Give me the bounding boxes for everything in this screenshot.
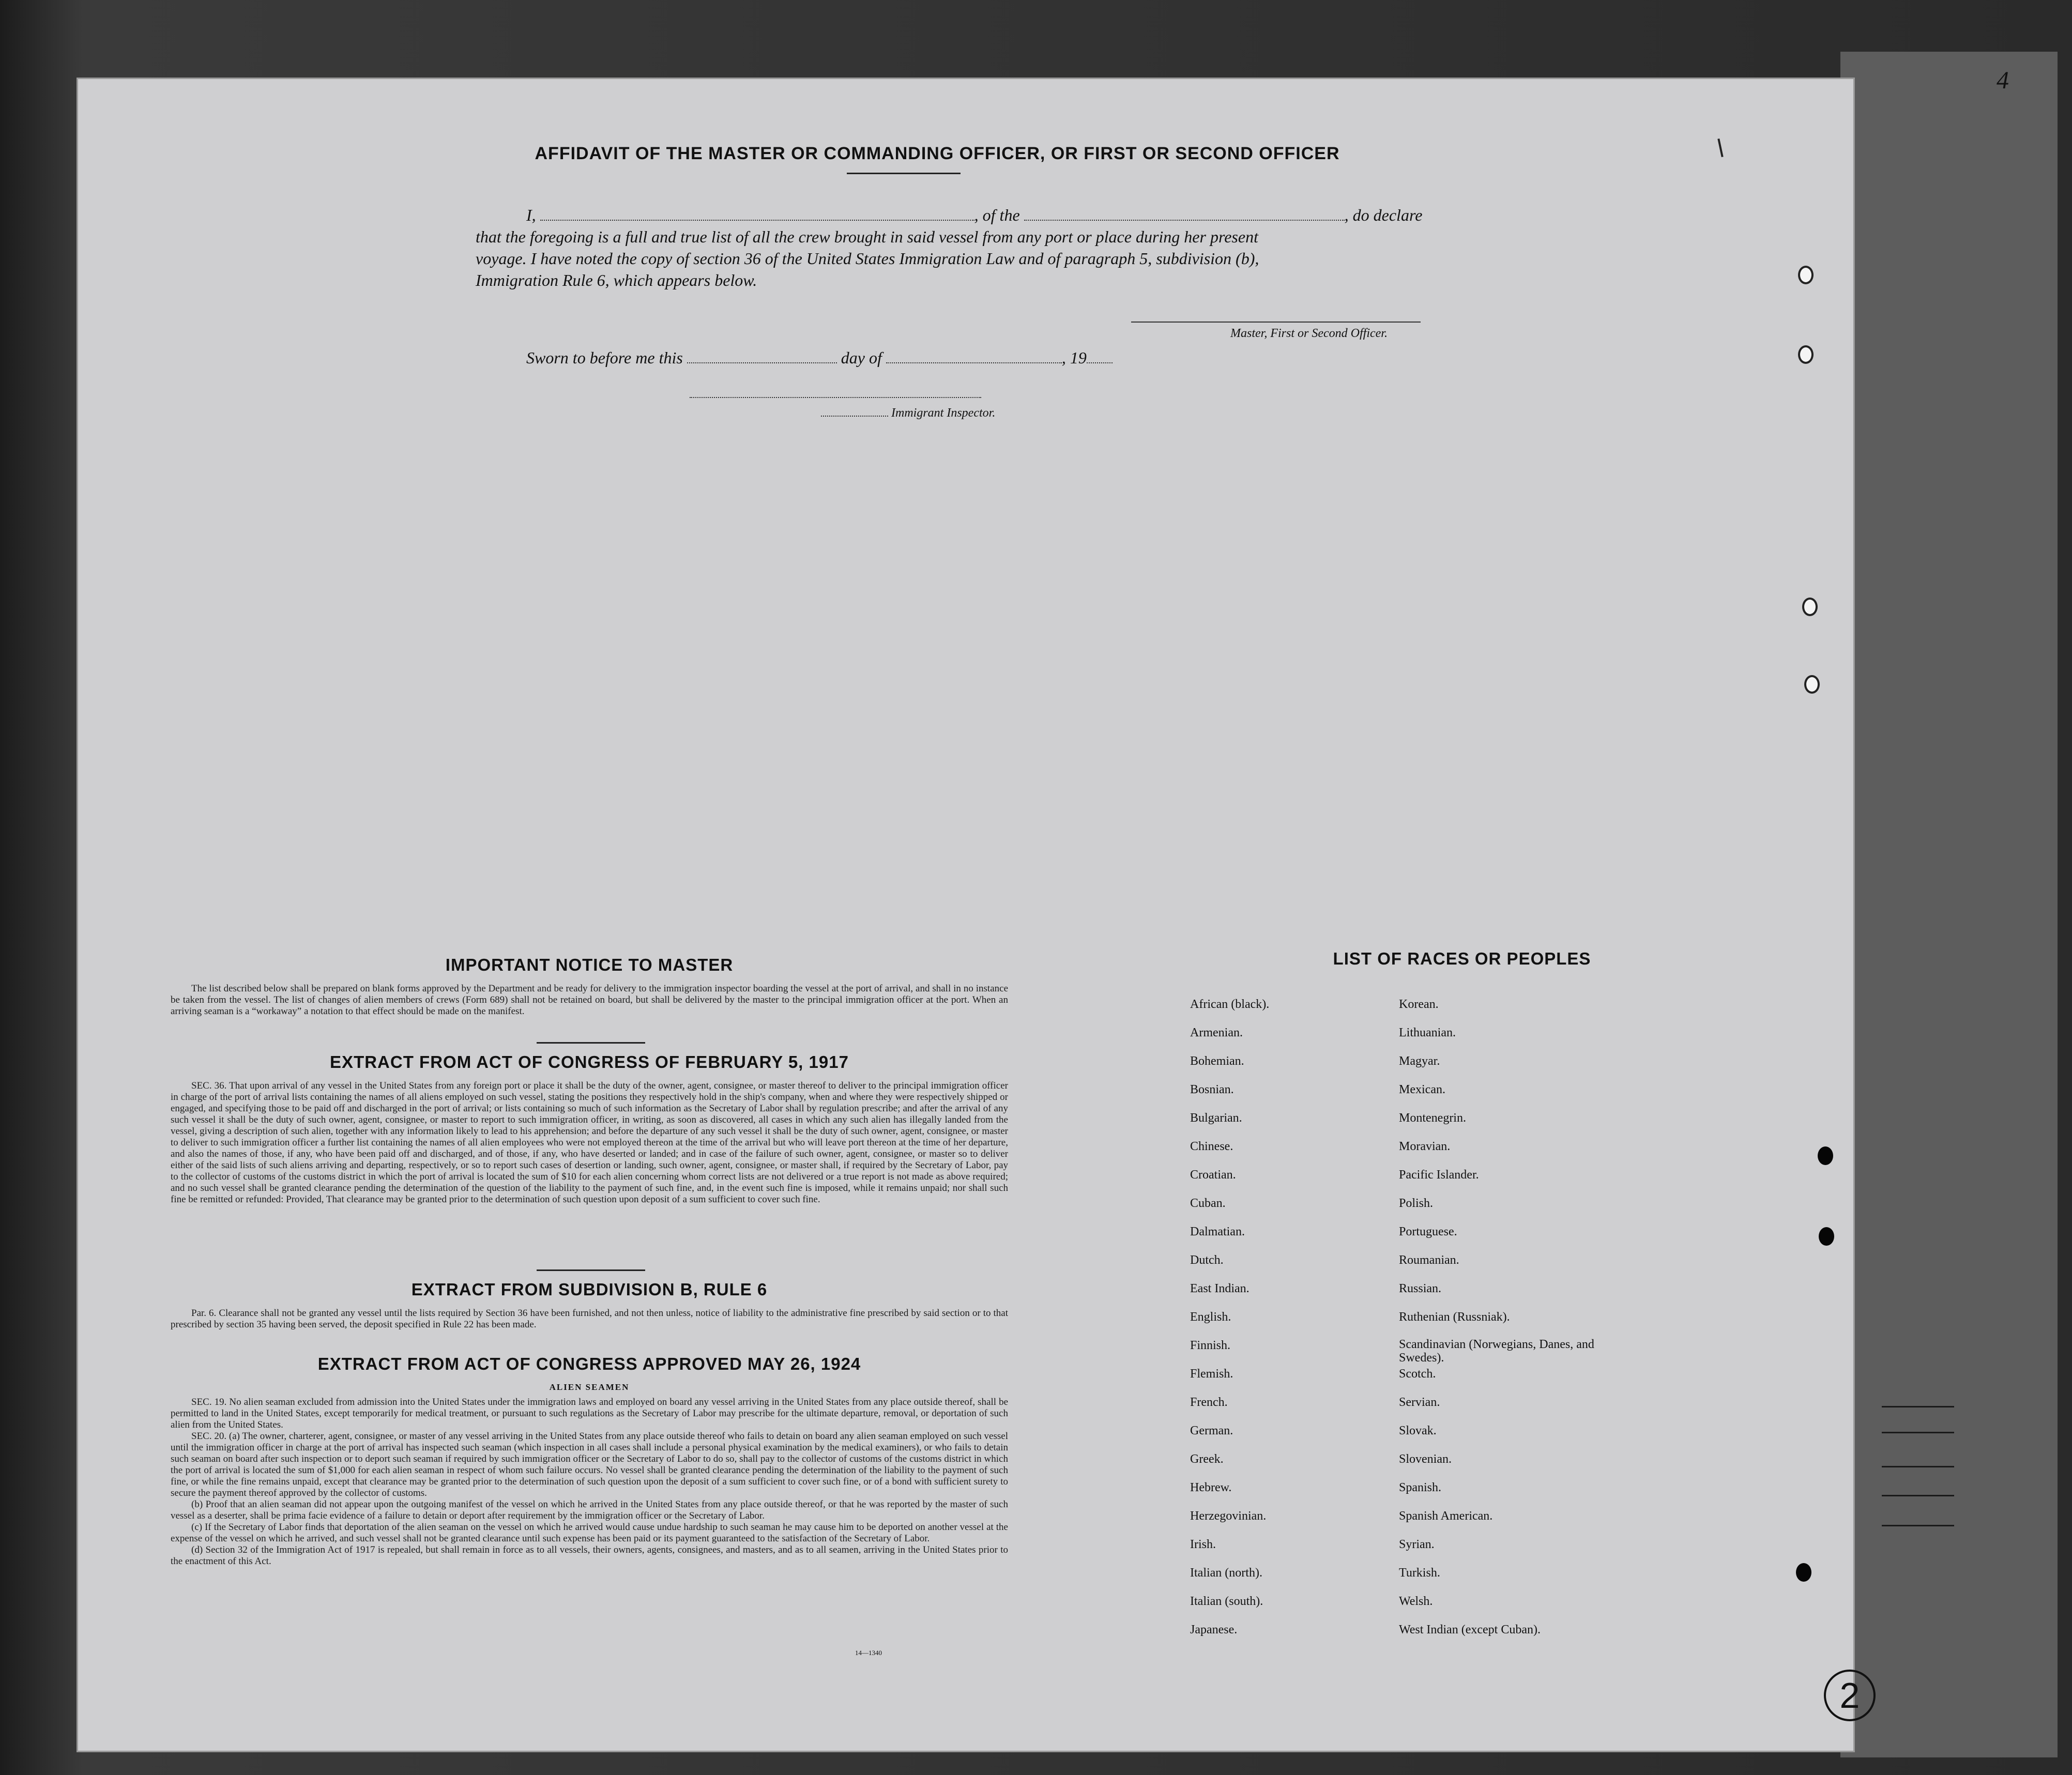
year-prefix: , 19 <box>1061 348 1087 367</box>
binder-hole <box>1798 266 1814 284</box>
sworn-year-field[interactable] <box>1087 349 1113 363</box>
section-20a-paragraph: SEC. 20. (a) The owner, charterer, agent, consignee, or master of any vessel arriving in the United States from any place outside thereof who fails to detain on board any alien seaman employed on such vessel until the immigration officer in charge at the port of arrival has inspected such seaman (which inspection in all cases shall include a personal physical examination by the medical examiners), or who fails to detain such seaman on board after such inspection or to deport such seaman if required by such immigration officer or the Secretary of Labor to do so, shall pay to the collector of customs of the customs district in which the port of arrival is located the sum of $1,000 for each alien seaman in respect of whom such failure occurs. No vessel shall be granted clearance pending the determination of the liability to the payment of such fine, or while the fine remains unpaid, except that clearance may be granted prior to the determination of such question upon the deposit of a sum sufficient to cover such fine, or of a bond with sufficient surety to secure the payment thereof approved by the collector of customs. <box>171 1431 1008 1498</box>
race-entry: Slovak. <box>1399 1424 1437 1437</box>
rear-page-line <box>1882 1525 1954 1526</box>
race-entry: Dutch. <box>1190 1253 1224 1267</box>
section-20b-paragraph: (b) Proof that an alien seaman did not appear upon the outgoing manifest of the vessel on which he arrived in the United States from any place outside thereof, or that he was reported by the master of such vessel as a deserter, shall be prima facie evidence of a failure to detain or deport after requirement by the immigration officer or the Secretary of Labor. <box>171 1499 1008 1521</box>
extract-1917-body <box>171 1080 1008 1205</box>
title-underline <box>847 173 961 174</box>
race-entry: Dalmatian. <box>1190 1225 1245 1238</box>
document-page <box>77 78 1855 1752</box>
race-entry: Syrian. <box>1399 1538 1435 1551</box>
race-entry: East Indian. <box>1190 1282 1250 1295</box>
race-entry: Italian (south). <box>1190 1595 1263 1608</box>
race-entry: Irish. <box>1190 1538 1216 1551</box>
races-column-1 <box>1190 997 1387 1650</box>
race-entry: Servian. <box>1399 1396 1440 1409</box>
race-entry: Welsh. <box>1399 1595 1433 1608</box>
notice-heading: IMPORTANT NOTICE TO MASTER <box>445 955 734 974</box>
corner-handwritten-mark: 4 <box>1997 67 2009 94</box>
rear-page-line <box>1882 1495 1954 1496</box>
race-entry: Montenegrin. <box>1399 1111 1466 1125</box>
extract-rule6-heading: EXTRACT FROM SUBDIVISION B, RULE 6 <box>411 1280 768 1299</box>
race-entry: Spanish. <box>1399 1481 1442 1494</box>
binder-hole <box>1802 598 1818 616</box>
extract-1917-heading: EXTRACT FROM ACT OF CONGRESS OF FEBRUARY 5, 1917 <box>330 1052 849 1072</box>
declare-label: , do declare <box>1344 206 1423 224</box>
binder-hole <box>1818 1146 1833 1165</box>
master-signature-label: Master, First or Second Officer. <box>1230 327 1388 340</box>
race-entry: Portuguese. <box>1399 1225 1457 1238</box>
race-entry: West Indian (except Cuban). <box>1399 1623 1541 1636</box>
race-entry: Bulgarian. <box>1190 1111 1242 1125</box>
rear-page-line <box>1882 1432 1954 1433</box>
inspector-dots <box>821 408 888 417</box>
inspector-signature-line[interactable] <box>690 397 981 398</box>
paragraph-6: Par. 6. Clearance shall not be granted any vessel until the lists required by Section 36 have been furnished, and not then unless, notice of liability to the administrative fine prescribed by said section or to that prescribed by section 35 having been served, the deposit specified in Rule 22 has been made. <box>171 1308 1008 1330</box>
race-entry: Moravian. <box>1399 1140 1451 1153</box>
race-entry: Italian (north). <box>1190 1566 1262 1580</box>
rear-page-edge <box>1840 52 2058 1757</box>
inspector-label: Immigrant Inspector. <box>891 406 996 420</box>
race-entry: Cuban. <box>1190 1197 1226 1210</box>
notice-paragraph: The list described below shall be prepared on blank forms approved by the Department and be ready for delivery to the immigration inspector boarding the vessel at the port of arrival, and shall in no instance be taken from the vessel. The list of changes of alien members of crews (Form 689) shall not be retained on board, but shall be delivered by the master to the principal immigration officer at the port. When an arriving seaman is a “workaway” a notation to that effect should be made on the manifest. <box>171 983 1008 1017</box>
sworn-month-field[interactable] <box>886 349 1062 363</box>
sworn-label: Sworn to before me this <box>526 348 683 367</box>
section-19-paragraph: SEC. 19. No alien seaman excluded from admission into the United States under the immigration laws and employed on board any vessel arriving in the United States from any place outside thereof, shall be permitted to land in the United States, except temporarily for medical treatment, or pursuant to such regulations as the Secretary of Labor may prescribe for the ultimate departure, removal, or deportation of such alien from the United States. <box>171 1397 1008 1430</box>
race-entry: Slovenian. <box>1399 1452 1452 1466</box>
vessel-field[interactable] <box>1024 206 1345 221</box>
extract-1924-body <box>171 1397 1008 1567</box>
race-entry: Mexican. <box>1399 1083 1445 1096</box>
section-20d-paragraph: (d) Section 32 of the Immigration Act of 1917 is repealed, but shall remain in force as to all vessels, their owners, agents, consignees, and masters, and as to all seamen, arriving in the United States prior to the enactment of this Act. <box>171 1544 1008 1567</box>
race-entry: English. <box>1190 1310 1231 1324</box>
day-of-label: day of <box>841 348 882 367</box>
race-entry: Russian. <box>1399 1282 1442 1295</box>
rear-page-line <box>1882 1406 1954 1407</box>
of-the-label: , of the <box>974 206 1020 224</box>
master-signature-line[interactable] <box>1131 322 1421 323</box>
race-entry: Herzegovinian. <box>1190 1509 1267 1523</box>
page-number-circle: 2 <box>1824 1670 1876 1721</box>
race-entry: Greek. <box>1190 1452 1224 1466</box>
race-entry: African (black). <box>1190 998 1270 1011</box>
race-entry: Finnish. <box>1190 1339 1231 1352</box>
race-entry: Turkish. <box>1399 1566 1440 1580</box>
i-label: I, <box>526 206 536 224</box>
rear-page-line <box>1882 1466 1954 1467</box>
race-entry: Bosnian. <box>1190 1083 1234 1096</box>
race-entry: Magyar. <box>1399 1054 1440 1068</box>
extract-1917-rule <box>537 1269 645 1271</box>
race-entry: Hebrew. <box>1190 1481 1232 1494</box>
binder-hole <box>1804 675 1820 694</box>
section-36-paragraph: SEC. 36. That upon arrival of any vessel in the United States from any foreign port or place it shall be the duty of the owner, agent, consignee, or master thereof to deliver to the principal immigration officer in charge of the port of arrival lists containing the names of all aliens employed on such vessel, stating the positions they respectively hold in the ship's company, when and where they were respectively shipped or engaged, and specifying those to be paid off and discharged in the port of arrival; or lists containing so much of such information as the Secretary of Labor shall by regulation prescribe; and after the arrival of any such vessel it shall be the duty of such owner, agent, consignee, or master to report to such immigration officer, in writing, as soon as discovered, all cases in which any such alien has illegally landed from the vessel, giving a description of such alien, together with any information likely to lead to his apprehension; and before the departure of any such vessel it shall be the duty of such owner, agent, consignee, or master to deliver to such immigration officer a further list containing the names of all alien employees who were not employed thereon at the time of the arrival but who will leave port thereon at the time of her departure, and also the names of those, if any, who have been paid off and discharged, and of those, if any, who have deserted or landed; and in case of the failure of such owner, agent, consignee, or master so to deliver either of the said lists of such aliens arriving and departing, respectively, or so to report such cases of desertion or landing, such owner, agent, consignee, or master shall, if required by the Secretary of Labor, pay to the collector of customs of the customs district in which the port of arrival is located the sum of $10 for each alien concerning whom correct lists are not delivered or a true report is not made as above required; and no such vessel shall be granted clearance pending the determination of the question of the liability to the payment of such fine, and, in the event such fine is imposed, while it remains unpaid; nor shall such fine be remitted or refunded: Provided, That clearance may be granted prior to the determination of such question upon deposit of a sum sufficient to cover such fine. <box>171 1080 1008 1205</box>
notice-body <box>171 983 1008 1017</box>
race-entry: Roumanian. <box>1399 1253 1459 1267</box>
race-entry: Croatian. <box>1190 1168 1236 1182</box>
race-entry: French. <box>1190 1396 1228 1409</box>
affidavit-line-3: voyage. I have noted the copy of section 36 of the United States Immigration Law and of paragraph 5, subdivision (b), <box>476 249 1259 268</box>
race-entry: German. <box>1190 1424 1233 1437</box>
binder-hole <box>1798 345 1814 364</box>
binder-hole <box>1819 1227 1834 1246</box>
race-entry: Spanish American. <box>1399 1509 1493 1523</box>
affidavit-line-1 <box>526 206 1422 225</box>
race-entry: Ruthenian (Russniak). <box>1399 1310 1510 1324</box>
affidavit-title: AFFIDAVIT OF THE MASTER OR COMMANDING OFFICER, OR FIRST OR SECOND OFFICER <box>535 144 1340 163</box>
race-entry: Scotch. <box>1399 1367 1436 1381</box>
affidavit-line-2: that the foregoing is a full and true list of all the crew brought in said vessel from any port or place during her present <box>476 227 1258 246</box>
races-heading: LIST OF RACES OR PEOPLES <box>1333 949 1591 968</box>
affidavit-line-4: Immigration Rule 6, which appears below. <box>476 271 757 289</box>
race-entry: Scandinavian (Norwegians, Danes, and Swedes). <box>1399 1338 1594 1365</box>
binder-hole <box>1796 1563 1811 1582</box>
alien-seamen-subheading: ALIEN SEAMEN <box>549 1382 630 1392</box>
extract-1924-heading: EXTRACT FROM ACT OF CONGRESS APPROVED MAY 26, 1924 <box>317 1354 861 1373</box>
races-column-2 <box>1399 997 1616 1650</box>
race-entry: Pacific Islander. <box>1399 1168 1479 1182</box>
race-entry: Bohemian. <box>1190 1054 1244 1068</box>
race-entry: Polish. <box>1399 1197 1434 1210</box>
race-entry: Flemish. <box>1190 1367 1233 1381</box>
notice-rule <box>537 1042 645 1044</box>
form-code: 14—1340 <box>855 1649 882 1657</box>
section-20c-paragraph: (c) If the Secretary of Labor finds that deportation of the alien seaman on the vessel on which he arrived would cause undue hardship to such seaman he may cause him to be deported on another vessel at the expense of the vessel on which he arrived, and such vessel shall not be granted clearance until such expense has been paid or its payment guaranteed to the satisfaction of the Secretary of Labor. <box>171 1522 1008 1544</box>
race-entry: Armenian. <box>1190 1026 1243 1039</box>
name-field[interactable] <box>540 206 974 221</box>
inspector-label-line <box>821 406 995 420</box>
race-entry: Japanese. <box>1190 1623 1238 1636</box>
race-entry: Lithuanian. <box>1399 1026 1456 1039</box>
race-entry: Korean. <box>1399 998 1439 1011</box>
race-entry: Chinese. <box>1190 1140 1233 1153</box>
sworn-day-field[interactable] <box>687 349 837 363</box>
extract-rule6-body <box>171 1308 1008 1330</box>
sworn-line <box>526 348 1113 368</box>
